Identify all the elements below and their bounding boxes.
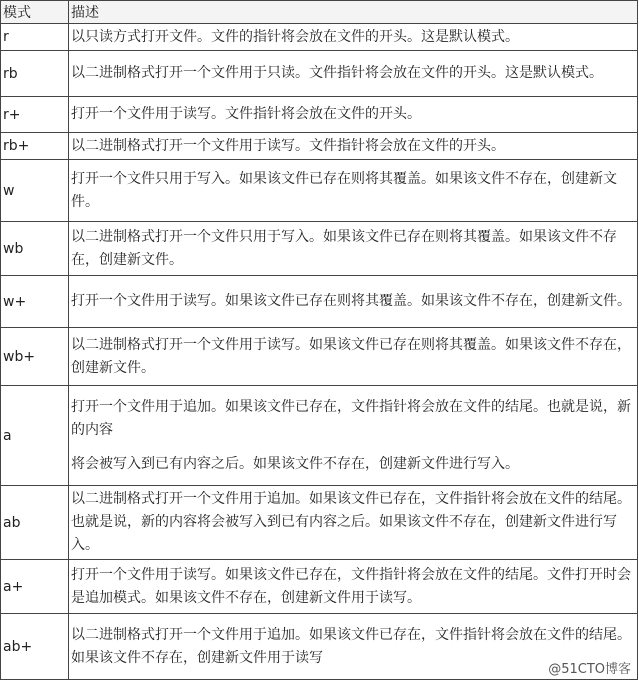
mode-cell: r [1, 24, 69, 51]
header-mode: 模式 [1, 1, 69, 24]
table-header-row [1, 1, 638, 24]
description-text: 打开一个文件用于追加。如果该文件已存在，文件指针将会放在文件的结尾。也就是说，新的内容 [71, 398, 631, 438]
mode-cell: a [1, 386, 69, 486]
description-cell [69, 160, 638, 222]
description-cell [69, 486, 638, 560]
description-text: 打开一个文件只用于写入。如果该文件已存在则将其覆盖。如果该文件不存在，创建新文件。 [71, 170, 617, 210]
description-text: 以二进制格式打开一个文件用于读写。如果该文件已存在则将其覆盖。如果该文件不存在，创建新文件。 [71, 336, 631, 376]
table-row [1, 276, 638, 328]
description-cell [69, 386, 638, 486]
table-row [1, 222, 638, 276]
table-row [1, 328, 638, 386]
description-text: 将会被写入到已有内容之后。如果该文件不存在，创建新文件进行写入。 [71, 455, 519, 472]
description-cell [69, 97, 638, 133]
watermark: @51CTO博客 [548, 662, 631, 677]
description-text: 打开一个文件用于读写。文件指针将会放在文件的开头。 [71, 106, 421, 122]
mode-cell: wb [1, 222, 69, 276]
mode-cell: ab+ [1, 614, 69, 680]
description-text: 以二进制格式打开一个文件只用于写入。如果该文件已存在则将其覆盖。如果该文件不存在，创建新文件。 [71, 228, 617, 268]
description-text: 以二进制格式打开一个文件用于追加。如果该文件已存在，文件指针将会放在文件的结尾。也就是说，新的内容将会被写入到已有内容之后。如果该文件不存在，创建新文件进行写入。 [71, 491, 631, 553]
description-cell [69, 24, 638, 51]
description-text: 以二进制格式打开一个文件用于追加。如果该文件已存在，文件指针将会放在文件的结尾。如果该文件不存在，创建新文件用于读写 [71, 626, 631, 666]
mode-cell: ab [1, 486, 69, 560]
description-text: 以二进制格式打开一个文件用于只读。文件指针将会放在文件的开头。这是默认模式。 [71, 65, 603, 81]
description-text: 打开一个文件用于读写。如果该文件已存在，文件指针将会放在文件的结尾。文件打开时会是追加模式。如果该文件不存在，创建新文件用于读写。 [71, 566, 631, 606]
table-row [1, 24, 638, 51]
table-row [1, 97, 638, 133]
description-cell [69, 51, 638, 97]
table-row [1, 160, 638, 222]
description-cell [69, 560, 638, 614]
header-description: 描述 [69, 1, 638, 24]
description-text: 打开一个文件用于读写。如果该文件已存在则将其覆盖。如果该文件不存在，创建新文件。 [71, 293, 631, 309]
description-text: 以只读方式打开文件。文件的指针将会放在文件的开头。这是默认模式。 [71, 28, 519, 45]
table-row [1, 133, 638, 160]
description-cell [69, 133, 638, 160]
mode-cell: a+ [1, 560, 69, 614]
description-cell [69, 222, 638, 276]
description-cell [69, 276, 638, 328]
table-row [1, 386, 638, 486]
description-text: 以二进制格式打开一个文件用于读写。文件指针将会放在文件的开头。 [71, 137, 505, 154]
mode-cell: wb+ [1, 328, 69, 386]
mode-cell: w [1, 160, 69, 222]
mode-cell: rb [1, 51, 69, 97]
table-row [1, 614, 638, 680]
mode-cell: r+ [1, 97, 69, 133]
table-row [1, 486, 638, 560]
mode-cell: rb+ [1, 133, 69, 160]
description-cell [69, 328, 638, 386]
mode-cell: w+ [1, 276, 69, 328]
table-row [1, 560, 638, 614]
table-row [1, 51, 638, 97]
